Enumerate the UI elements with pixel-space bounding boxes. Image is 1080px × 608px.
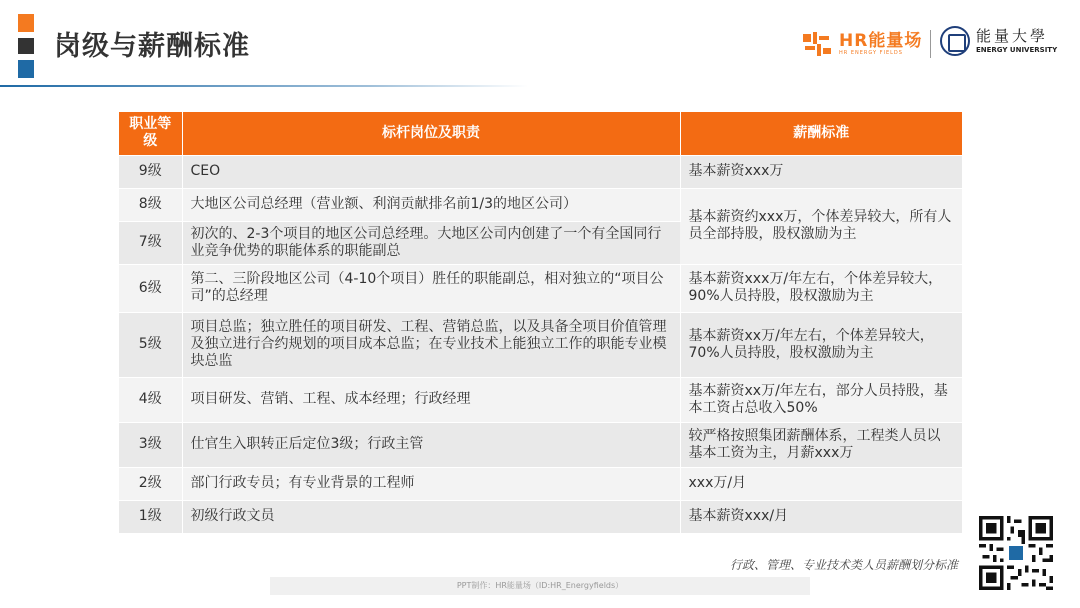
grade-cell: 5级 bbox=[119, 312, 182, 377]
logo-divider bbox=[930, 30, 931, 58]
header-orange-block bbox=[18, 14, 34, 32]
duty-cell: 项目总监；独立胜任的项目研发、工程、营销总监，以及具备全项目价值管理及独立进行合约规划的项目成本总监；在专业技术上能独立工作的职能专业模块总监 bbox=[182, 312, 680, 377]
hr-logo-subtext: HR ENERGY FIELDS bbox=[839, 49, 903, 56]
pay-cell: 基本薪资xxx万 bbox=[680, 155, 962, 188]
university-seal-icon bbox=[940, 26, 970, 56]
hr-energy-logo bbox=[803, 30, 922, 58]
university-logo-text: 能量大學 bbox=[976, 26, 1049, 45]
page-title: 岗级与薪酬标准 bbox=[54, 31, 250, 62]
duty-cell: 大地区公司总经理（营业额、利润贡献排名前1/3的地区公司） bbox=[182, 188, 680, 221]
pay-cell: xxx万/月 bbox=[680, 467, 962, 500]
hr-logo-icon bbox=[803, 32, 833, 56]
table-row bbox=[119, 500, 962, 533]
hr-logo-text: HR能量场 bbox=[839, 30, 923, 51]
energy-university-logo bbox=[940, 26, 1057, 56]
grade-cell: 3级 bbox=[119, 422, 182, 467]
grade-cell: 9级 bbox=[119, 155, 182, 188]
header-dark-block bbox=[18, 38, 34, 54]
header-rule bbox=[0, 85, 528, 87]
qr-code-icon bbox=[979, 516, 1053, 590]
credit-bar: PPT制作：HR能量场（ID:HR_Energyfields） bbox=[270, 577, 810, 595]
header-pay: 薪酬标准 bbox=[680, 112, 962, 155]
header-grade: 职业等级 bbox=[119, 112, 182, 155]
duty-cell: 初级行政文员 bbox=[182, 500, 680, 533]
header-duty: 标杆岗位及职责 bbox=[182, 112, 680, 155]
duty-cell: CEO bbox=[182, 155, 680, 188]
table-row bbox=[119, 377, 962, 422]
pay-cell: 基本薪资xx万/年左右，个体差异较大，70%人员持股，股权激励为主 bbox=[680, 312, 962, 377]
duty-cell: 仕官生入职转正后定位3级；行政主管 bbox=[182, 422, 680, 467]
grade-cell: 8级 bbox=[119, 188, 182, 221]
table-row bbox=[119, 422, 962, 467]
table-row bbox=[119, 467, 962, 500]
grade-cell: 4级 bbox=[119, 377, 182, 422]
header-blue-block bbox=[18, 60, 34, 78]
table-row bbox=[119, 264, 962, 312]
pay-cell: 基本薪资xxx万/年左右，个体差异较大，90%人员持股，股权激励为主 bbox=[680, 264, 962, 312]
pay-cell: 较严格按照集团薪酬体系，工程类人员以基本工资为主，月薪xxx万 bbox=[680, 422, 962, 467]
duty-cell: 第二、三阶段地区公司（4-10个项目）胜任的职能副总，相对独立的“项目公司”的总经理 bbox=[182, 264, 680, 312]
grade-salary-table bbox=[119, 112, 962, 534]
pay-cell: 基本薪资xx万/年左右，部分人员持股，基本工资占总收入50% bbox=[680, 377, 962, 422]
university-logo-subtext: ENERGY UNIVERSITY bbox=[976, 45, 1058, 54]
pay-cell: 基本薪资约xxx万，个体差异较大，所有人员全部持股，股权激励为主 bbox=[680, 188, 962, 264]
table-row bbox=[119, 312, 962, 377]
grade-cell: 6级 bbox=[119, 264, 182, 312]
duty-cell: 部门行政专员；有专业背景的工程师 bbox=[182, 467, 680, 500]
table-row bbox=[119, 188, 962, 221]
duty-cell: 初次的、2-3个项目的地区公司总经理。大地区公司内创建了一个有全国同行业竞争优势的职能体系的职能副总 bbox=[182, 221, 680, 264]
table-row bbox=[119, 155, 962, 188]
grade-cell: 2级 bbox=[119, 467, 182, 500]
pay-cell: 基本薪资xxx/月 bbox=[680, 500, 962, 533]
grade-cell: 7级 bbox=[119, 221, 182, 264]
duty-cell: 项目研发、营销、工程、成本经理；行政经理 bbox=[182, 377, 680, 422]
table-footnote: 行政、管理、专业技术类人员薪酬划分标准 bbox=[729, 558, 958, 572]
grade-cell: 1级 bbox=[119, 500, 182, 533]
